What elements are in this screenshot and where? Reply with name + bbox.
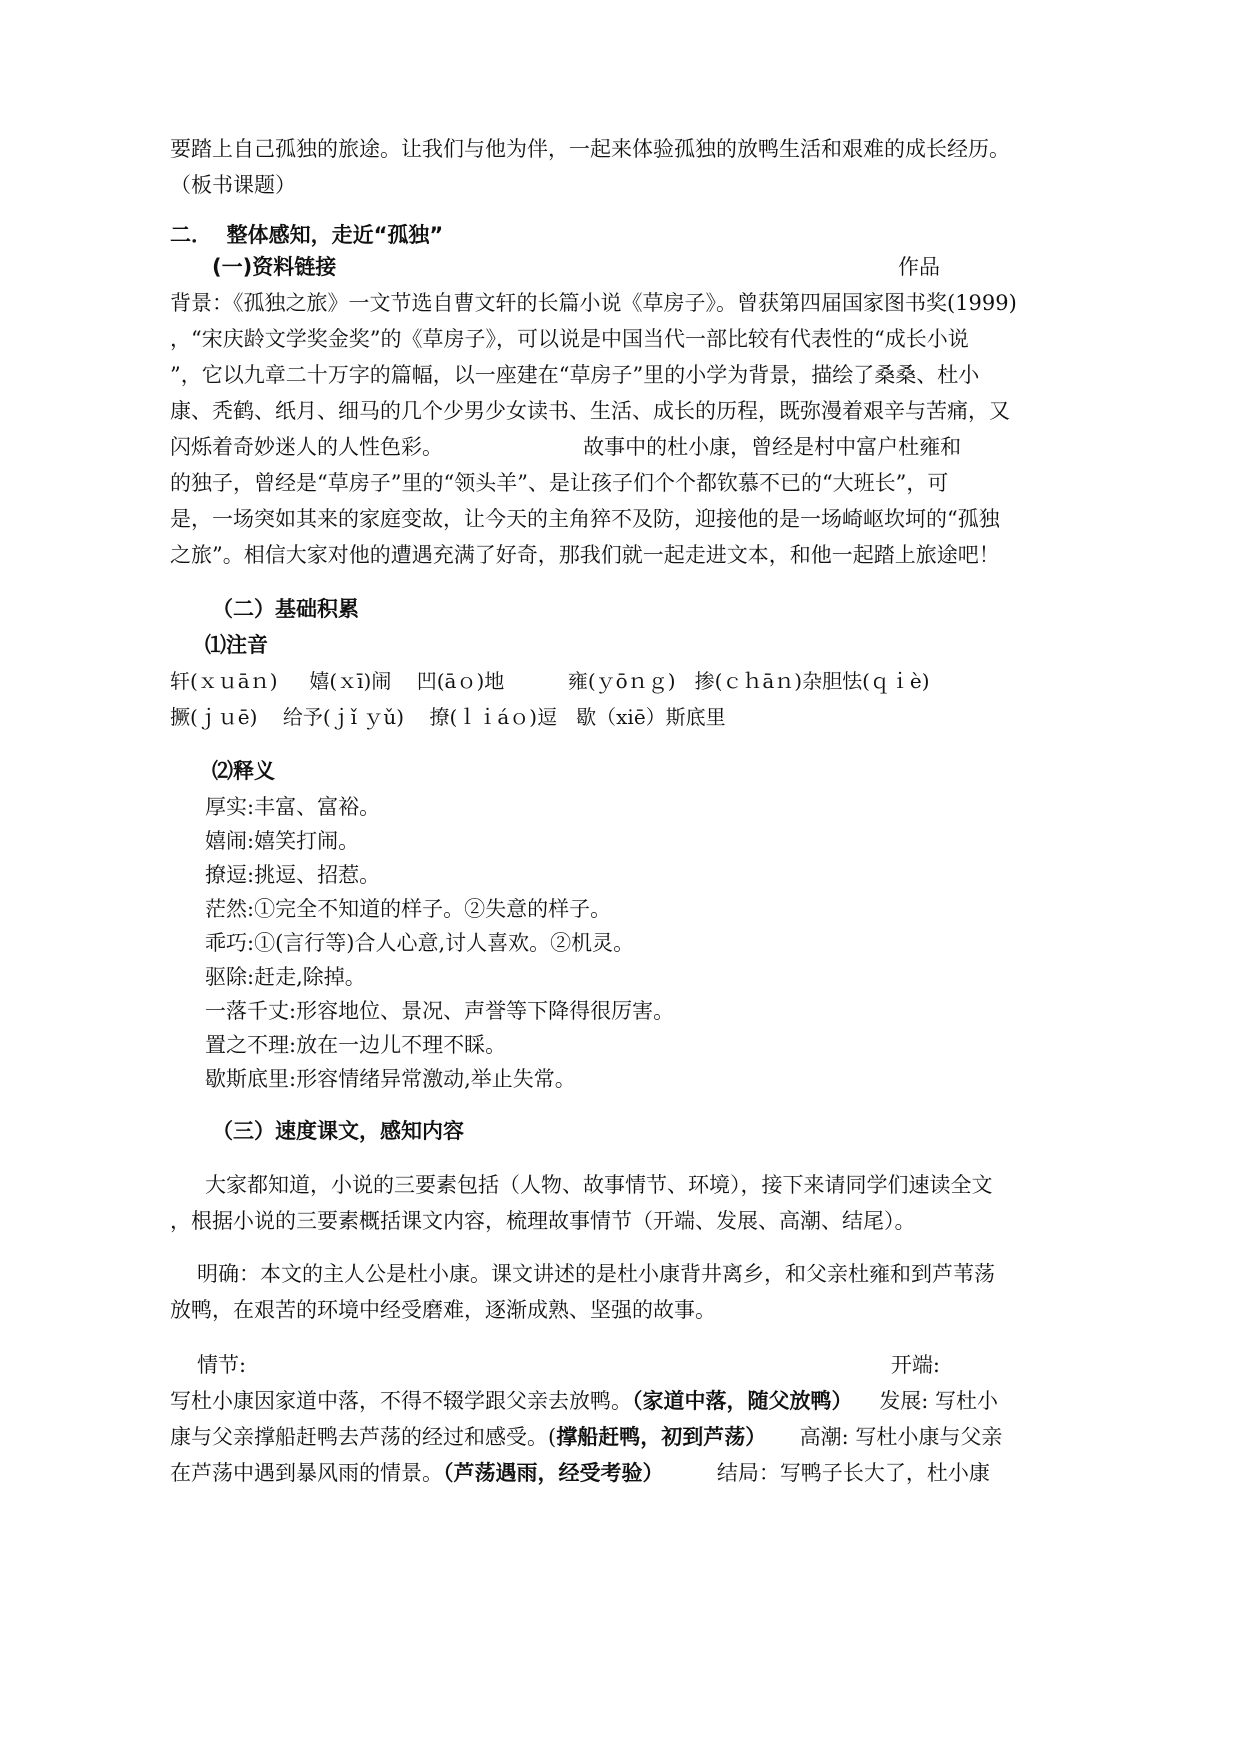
reading-paragraph-line: ，根据小说的三要素概括课文内容，梳理故事情节（开端、发展、高潮、结尾）。: [170, 1209, 916, 1233]
plot-line-2: [170, 1386, 998, 1416]
plot-start-label: 开端:: [890, 1353, 940, 1377]
materials-line: 是，一场突如其来的家庭变故，让今天的主角猝不及防，迎接他的是一场崎岖坎坷的“孤独: [170, 507, 1000, 531]
answer-paragraph-line: 放鸭，在艰苦的环境中经受磨难，逐渐成熟、坚强的故事。: [170, 1298, 716, 1322]
meaning-item: 乖巧:①(言行等)合人心意,讨人喜欢。②机灵。: [205, 931, 635, 955]
materials-right-word: 作品: [898, 255, 940, 279]
materials-line: ，“宋庆龄文学奖金奖”的《草房子》，可以说是中国当代一部比较有代表性的“成长小说: [170, 327, 969, 351]
plot-summary: （芦荡遇雨，经受考验）: [443, 1461, 664, 1485]
answer-paragraph-line: 明确：本文的主人公是杜小康。课文讲述的是杜小康背井离乡，和父亲杜雍和到芦苇荡: [197, 1262, 995, 1286]
subsection-heading-reading: （三）速度课文，感知内容: [212, 1119, 464, 1143]
plot-summary: （家道中落，随父放鸭）: [632, 1389, 853, 1413]
meaning-item: 撩逗:挑逗、招惹。: [205, 863, 381, 887]
materials-line: 闪烁着奇妙迷人的人性色彩。 故事中的杜小康，曾经是村中富户杜雍和: [170, 435, 962, 459]
pinyin-line: 撅(ｊｕē) 给予(ｊǐ ｙǔ) 撩(ｌｉáｏ)逗 歇（xiē）斯底里: [170, 705, 726, 729]
materials-line: 的独子，曾经是“草房子”里的“领头羊”、是让孩子们个个都钦慕不已的“大班长”，可: [170, 471, 949, 495]
meaning-item: 驱除:赶走,除掉。: [205, 965, 366, 989]
subsection-heading-materials: (一)资料链接: [212, 255, 337, 279]
meaning-item: 歇斯底里:形容情绪异常激动,举止失常。: [205, 1067, 576, 1091]
plot-line-4: [170, 1458, 990, 1488]
meaning-item: 置之不理:放在一边儿不理不睬。: [205, 1033, 507, 1057]
plot-text: 高潮: 写杜小康与父亲: [766, 1425, 1003, 1449]
meaning-heading: ⑵释义: [212, 759, 275, 783]
plot-text: 在芦荡中遇到暴风雨的情景。: [170, 1461, 443, 1485]
materials-line: 背景：《孤独之旅》一文节选自曹文轩的长篇小说《草房子》。曾获第四届国家图书奖(1999): [170, 291, 1017, 315]
subsection-heading-basics: （二）基础积累: [212, 597, 359, 621]
intro-line-1: 要踏上自己孤独的旅途。让我们与他为伴，一起来体验孤独的放鸭生活和艰难的成长经历。: [170, 137, 1010, 161]
meaning-item: 一落千丈:形容地位、景况、声誉等下降得很厉害。: [205, 999, 675, 1023]
materials-line: ”，它以九章二十万字的篇幅，以一座建在“草房子”里的小学为背景，描绘了桑桑、杜小: [170, 363, 980, 387]
plot-text: 写杜小康因家道中落，不得不辍学跟父亲去放鸭。: [170, 1389, 632, 1413]
plot-line-3: [170, 1422, 1002, 1452]
meaning-item: 厚实:丰富、富裕。: [205, 795, 381, 819]
intro-line-2: （板书课题）: [170, 173, 296, 197]
plot-text: 结局：写鸭子长大了，杜小康: [663, 1461, 990, 1485]
pinyin-heading: ⑴注音: [205, 633, 268, 657]
materials-line: 之旅”。相信大家对他的遭遇充满了好奇，那我们就一起走进文本，和他一起踏上旅途吧！: [170, 543, 1000, 567]
plot-label: 情节:: [197, 1353, 247, 1377]
meaning-item: 嬉闹:嬉笑打闹。: [205, 829, 360, 853]
plot-text: 发展: 写杜小: [852, 1389, 998, 1413]
pinyin-line: 轩(ｘｕāｎ) 嬉(ｘī)闹 凹(āｏ)地 雍(ｙōｎｇ) 掺(ｃｈāｎ)杂胆怯(ｑｉè): [170, 669, 930, 693]
materials-line: 康、秃鹤、纸月、细马的几个少男少女读书、生活、成长的历程，既弥漫着艰辛与苦痛，又: [170, 399, 1010, 423]
section-heading: 二． 整体感知，走近“孤独”: [170, 223, 444, 247]
meaning-item: 茫然:①完全不知道的样子。②失意的样子。: [205, 897, 612, 921]
plot-summary: 撑船赶鸭，初到芦荡）: [556, 1425, 767, 1449]
reading-paragraph-line: 大家都知道，小说的三要素包括（人物、故事情节、环境），接下来请同学们速读全文: [205, 1173, 993, 1197]
plot-text: 康与父亲撑船赶鸭去芦荡的经过和感受。(: [170, 1425, 557, 1449]
